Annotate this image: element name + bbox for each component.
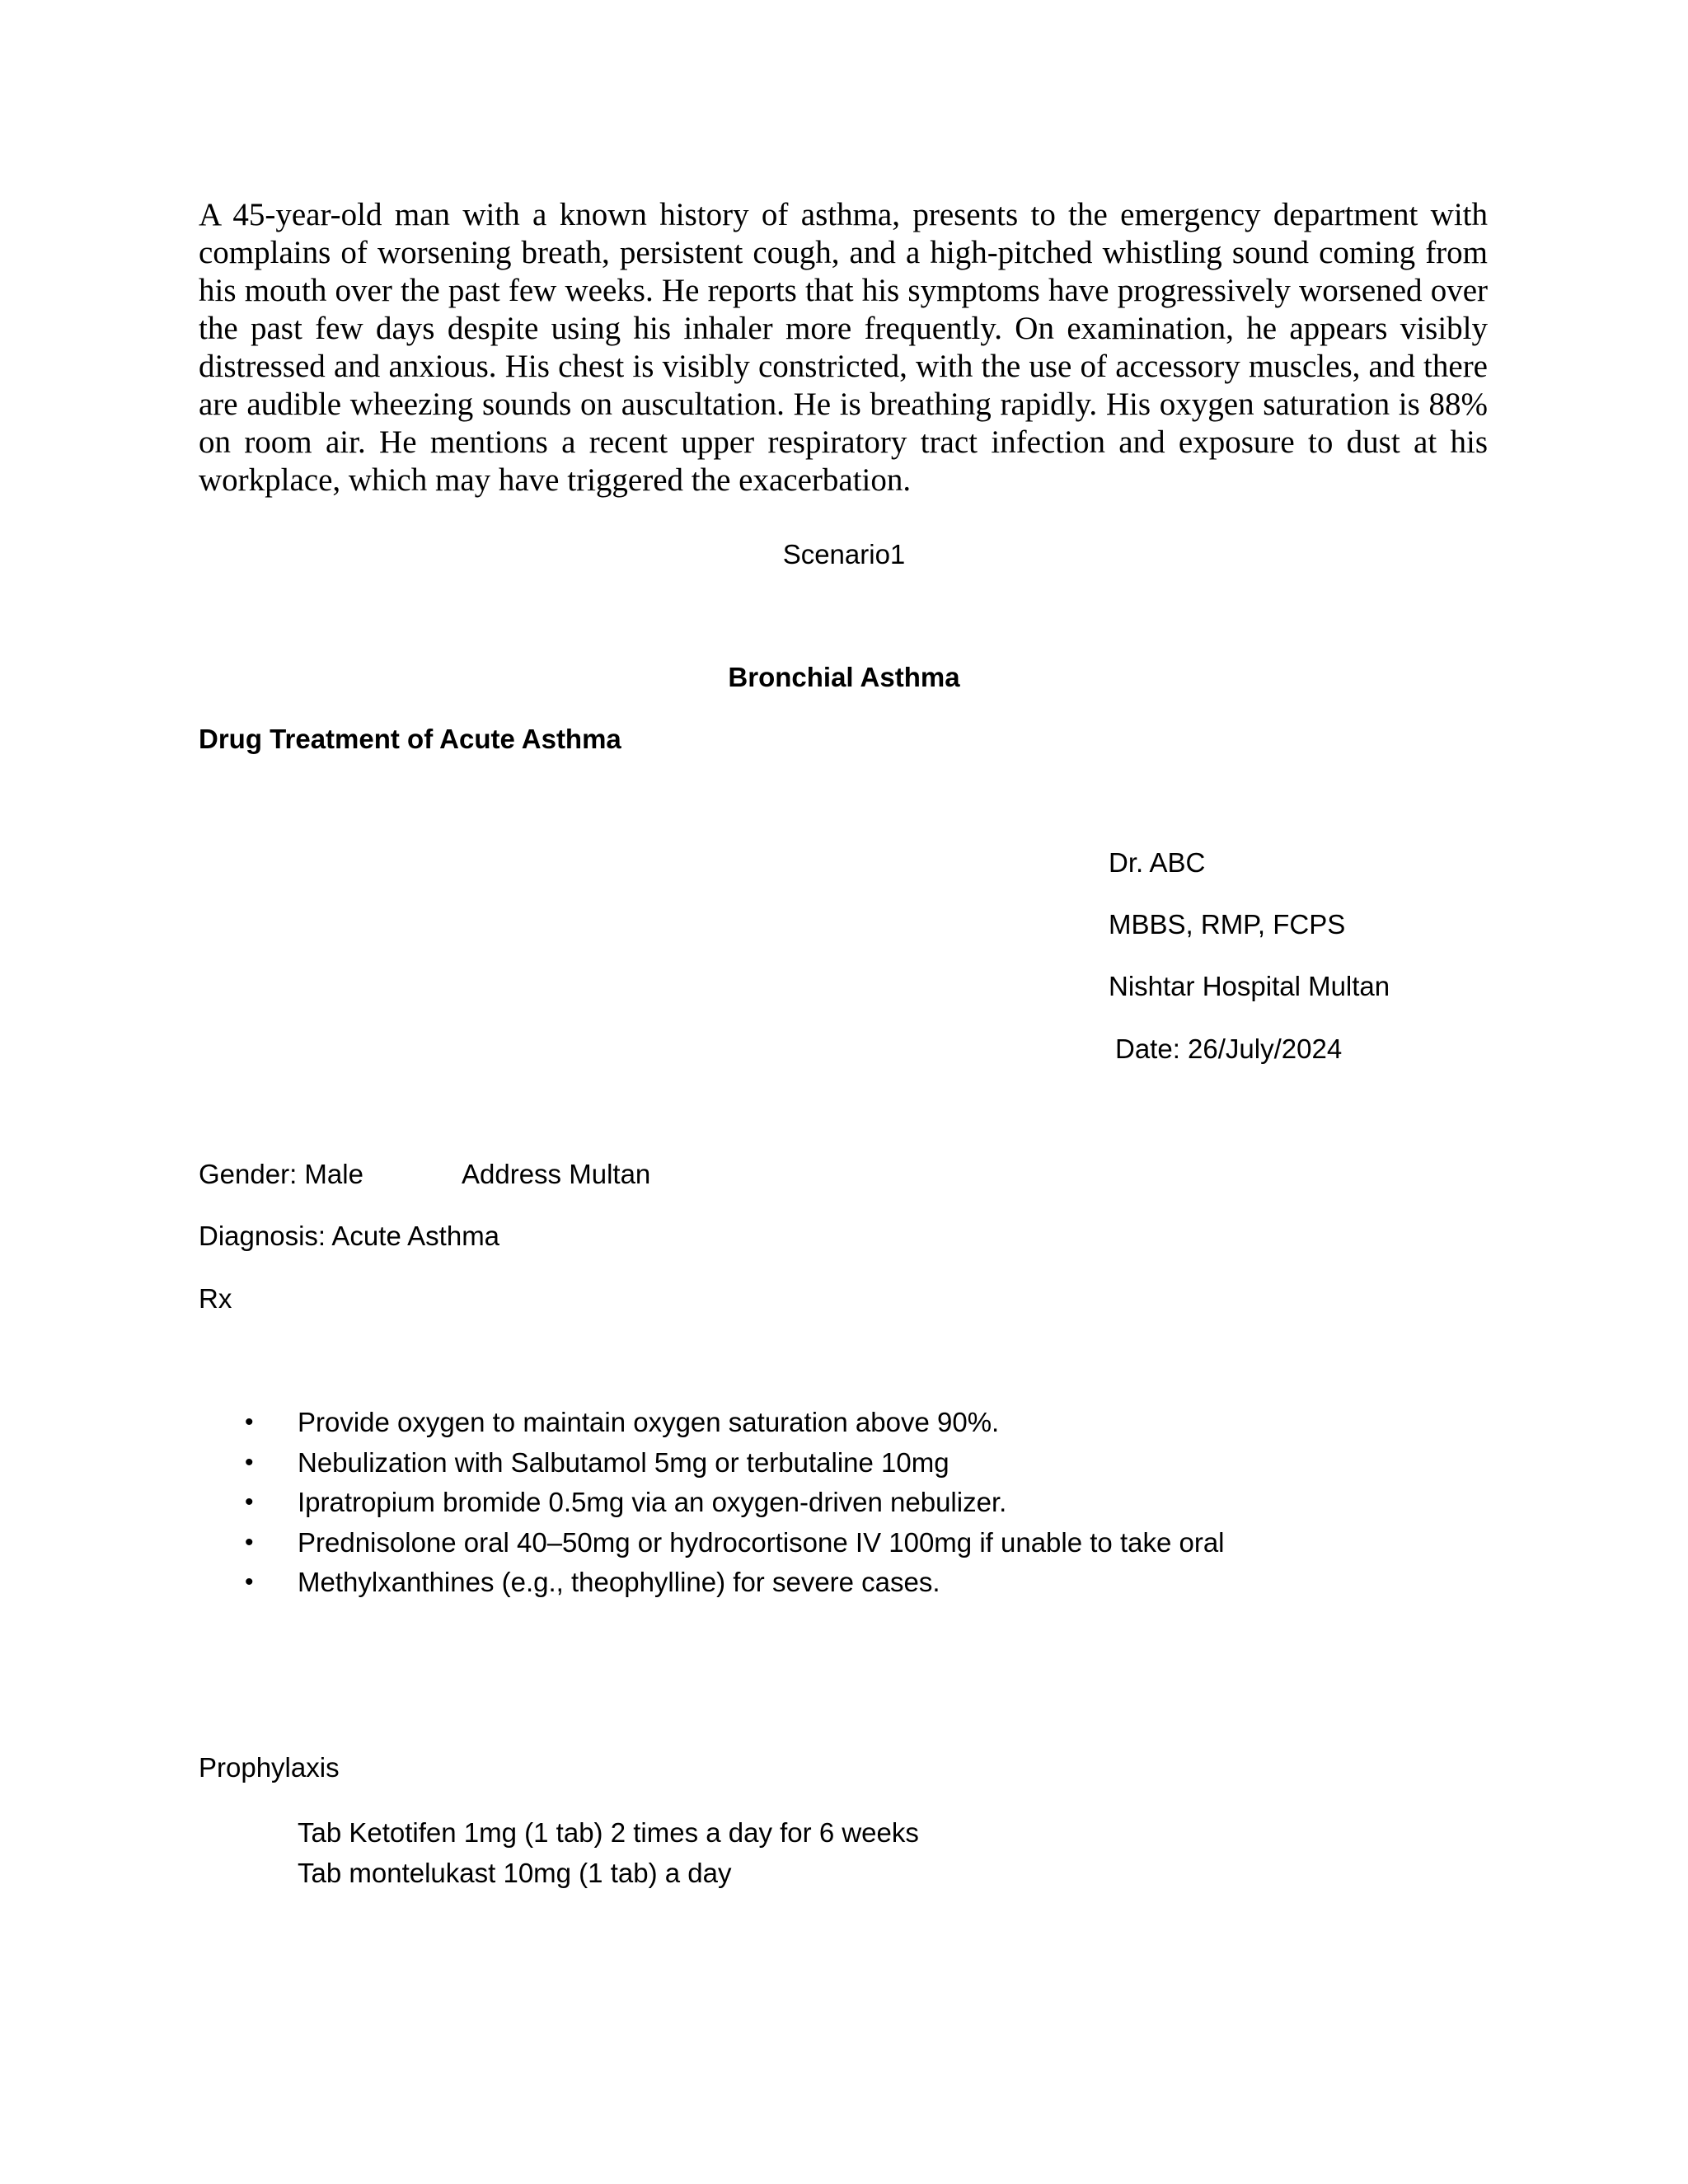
- list-item: [199, 1483, 1225, 1523]
- scenario-label: Scenario1: [782, 539, 906, 569]
- bullet-icon: •: [245, 1448, 254, 1476]
- document-title: Bronchial Asthma: [728, 662, 960, 692]
- rx-item-text: Ipratropium bromide 0.5mg via an oxygen-driven nebulizer.: [298, 1487, 1007, 1517]
- rx-list: [199, 1403, 1225, 1603]
- rx-label: Rx: [199, 1283, 232, 1314]
- scenario-paragraph: A 45-year-old man with a known history of asthma, presents to the emergency department with complains of worsening breath, persistent cough, and a high-pitched whistling sound coming from his mouth over the past few weeks. He reports that his symptoms have progressively worsened over the past few days despite using his inhaler more frequently. On examination, he appears visibly distressed and anxious. His chest is visibly constricted, with the use of accessory muscles, and there are audible wheezing sounds on auscultation. He is breathing rapidly. His oxygen saturation is 88% on room air. He mentions a recent upper respiratory tract infection and exposure to dust at his workplace, which may have triggered the exacerbation.: [199, 197, 1488, 498]
- list-item: [199, 1443, 1225, 1483]
- rx-item-text: Prednisolone oral 40–50mg or hydrocortisone IV 100mg if unable to take oral: [298, 1526, 1225, 1558]
- list-item: [199, 1523, 1225, 1563]
- list-item: Tab montelukast 10mg (1 tab) a day: [298, 1857, 732, 1888]
- bullet-icon: •: [245, 1408, 254, 1436]
- rx-item-text: Provide oxygen to maintain oxygen saturation above 90%.: [298, 1407, 1000, 1437]
- list-item: [199, 1563, 1225, 1603]
- patient-gender: Gender: Male: [199, 1159, 363, 1189]
- patient-diagnosis: Diagnosis: Acute Asthma: [199, 1221, 500, 1251]
- list-item: [199, 1403, 1225, 1443]
- doctor-name: Dr. ABC: [1109, 847, 1206, 878]
- bullet-icon: •: [245, 1488, 254, 1516]
- prescription-date: Date: 26/July/2024: [1115, 1033, 1343, 1064]
- document-subtitle: Drug Treatment of Acute Asthma: [199, 724, 621, 754]
- doctor-hospital: Nishtar Hospital Multan: [1109, 971, 1390, 1001]
- doctor-qualifications: MBBS, RMP, FCPS: [1109, 909, 1346, 940]
- prophylaxis-list: [298, 1813, 919, 1893]
- bullet-icon: •: [245, 1568, 254, 1596]
- patient-address: Address Multan: [462, 1159, 651, 1189]
- bullet-icon: •: [245, 1528, 254, 1556]
- list-item: Tab Ketotifen 1mg (1 tab) 2 times a day for 6 weeks: [298, 1817, 919, 1848]
- prophylaxis-label: Prophylaxis: [199, 1752, 340, 1783]
- rx-item-text: Methylxanthines (e.g., theophylline) for severe cases.: [298, 1567, 940, 1597]
- rx-item-text: Nebulization with Salbutamol 5mg or terbutaline 10mg: [298, 1446, 950, 1478]
